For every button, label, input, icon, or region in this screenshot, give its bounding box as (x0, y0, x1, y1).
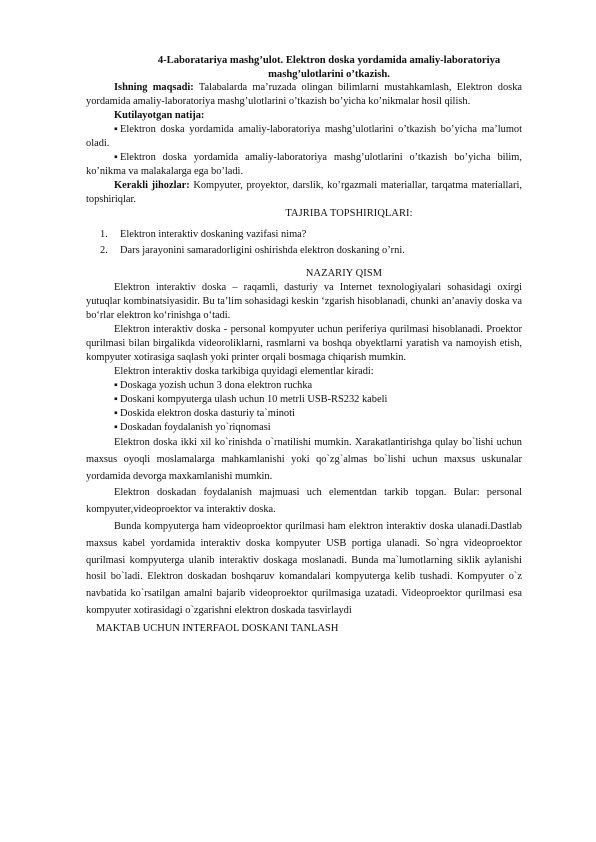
task-number: 1. (100, 229, 108, 240)
theory-paragraph-2: Elektron interaktiv doska - personal kompyuter uchun periferiya qurilmasi hisoblanadi. Proektor qurilmasi bilan birgalikda videoroliklarni, rasmlarni va boshqa obyektlarni yaratish va namoyish etish, kompyuter xotirasiga saqlash yoki printer orqali bosmaga chiqarish mumkin. (86, 324, 522, 363)
theory-paragraph-1: Elektron interaktiv doska – raqamli, dasturiy va Internet texnologiyalari sohasidagi oxirgi yutuqlar kombinatsiyasidir. Bu ta’lim sohasidagi keskin ‘zgarish hisoblanadi, chunki an’anaviy doska va bo‘rlar elektron ko‘rinishga o‘tadi. (86, 282, 522, 321)
component-text: Doskadan foydalanish yo`riqnomasi (120, 422, 271, 433)
expected-item-text: Elektron doska yordamida amaliy-laboratoriya mashg’ulotlarini o’tkazish bo’yicha ma’lumot oladi. (86, 124, 522, 149)
bullet-icon: ▪ (114, 124, 118, 135)
component-item-3 (86, 407, 522, 421)
equipment-paragraph (86, 179, 522, 207)
theory-heading: NAZARIY QISM (305, 268, 383, 279)
goal-text: Talabalarda ma’ruzada olingan bilimlarni mustahkamlash, Elektron doska yordamida amaliy-laboratoriya mashg’ulotlarini o’tkazish bo’yicha ko’nikmalar hosil qilish. (86, 82, 523, 107)
task-text: Dars jarayonini samaradorligini oshirishda elektron doskaning o’rni. (120, 245, 405, 256)
section-heading-interactive-board-choice: MAKTAB UCHUN INTERFAOL DOSKANI TANLASH (96, 622, 339, 634)
task-number: 2. (100, 245, 108, 256)
theory-paragraph-3: Elektron interaktiv doska tarkibiga quyidagi elementlar kiradi: (114, 366, 374, 377)
theory-paragraph-6: Bunda kompyuterga ham videoproektor qurilmasi ham elektron interaktiv doska ulanadi.Dastlab maxsus kabel yordamida interaktiv doska kompyuter USB portiga ulanadi. So`ngra videoproektor qurilmasi kompyuterga ulanib interaktiv doskaga moslanadi. Bunda ma`lumotlarning siklik aylanishi hosil bo`ladi. Elektron doskadan boshqaruv komandalari kompyuterga kelib tushadi. Kompyuter o`z navbatida ko`rsatilgan amalni bajarib videoproektor qurilmasiga uzatadi. Videoproektor qurilmasi esa kompyuter xotirasidagi o`zgarishni elektron doskada tasvirlaydi (86, 520, 522, 616)
bullet-icon: ▪ (114, 152, 118, 163)
expected-item-2 (86, 151, 522, 179)
task-text: Elektron interaktiv doskaning vazifasi nima? (120, 229, 307, 240)
bullet-icon: ▪ (114, 408, 118, 419)
document-title-line2: mashg’ulotlarini o’tkazish. (268, 68, 390, 80)
goal-label: Ishning maqsadi: (114, 82, 194, 93)
theory-paragraph-4: Elektron doska ikki xil ko`rinishda o`rnatilishi mumkin. Xarakatlantirishga qulay bo`lishi uchun maxsus oyoqli moslamalarga mahkamlanishi yoki qo`zg`almas bo`lishi uchun maxsus uskunalar yordamida devorga maxkamlanishi mumkin. (86, 437, 522, 482)
bullet-icon: ▪ (114, 394, 118, 405)
component-text: Doskida elektron doska dasturiy ta`minoti (120, 408, 295, 419)
spacer (86, 259, 522, 267)
expected-item-1 (86, 123, 522, 151)
component-text: Doskaga yozish uchun 3 dona elektron ruchka (120, 380, 313, 391)
component-item-4 (86, 421, 522, 435)
expected-result-label: Kutilayotgan natija: (114, 110, 205, 121)
tasks-list (86, 227, 522, 259)
goal-paragraph (86, 81, 522, 109)
document-title-line1: 4-Laboratariya mashg’ulot. Elektron doska yordamida amaliy-laboratoriya (157, 55, 501, 66)
component-text: Doskani kompyuterga ulash uchun 10 metrli USB-RS232 kabeli (120, 394, 388, 405)
component-item-1 (86, 379, 522, 393)
theory-paragraph-5: Elektron doskadan foydalanish majmuasi uch elementdan tarkib topgan. Bular: personal kompyuter,videoproektor va interaktiv doska. (86, 487, 522, 516)
bullet-icon: ▪ (114, 380, 118, 391)
equipment-label: Kerakli jihozlar: (114, 180, 190, 191)
component-item-2 (86, 393, 522, 407)
equipment-text: Kompyuter, proyektor, darslik, ko’rgazmali materiallar, tarqatma materiallari, topshiriqlar. (86, 180, 522, 205)
task-item-1 (86, 227, 522, 243)
task-item-2 (86, 243, 522, 259)
tasks-heading: TAJRIBA TOPSHIRIQLARI: (285, 208, 413, 219)
bullet-icon: ▪ (114, 422, 118, 433)
document-page (86, 54, 522, 636)
expected-item-text: Elektron doska yordamida amaliy-laboratoriya mashg’ulotlarini o’tkazish bo’yicha bilim, ko’nikma va malakalarga ega bo’ladi. (86, 152, 522, 177)
